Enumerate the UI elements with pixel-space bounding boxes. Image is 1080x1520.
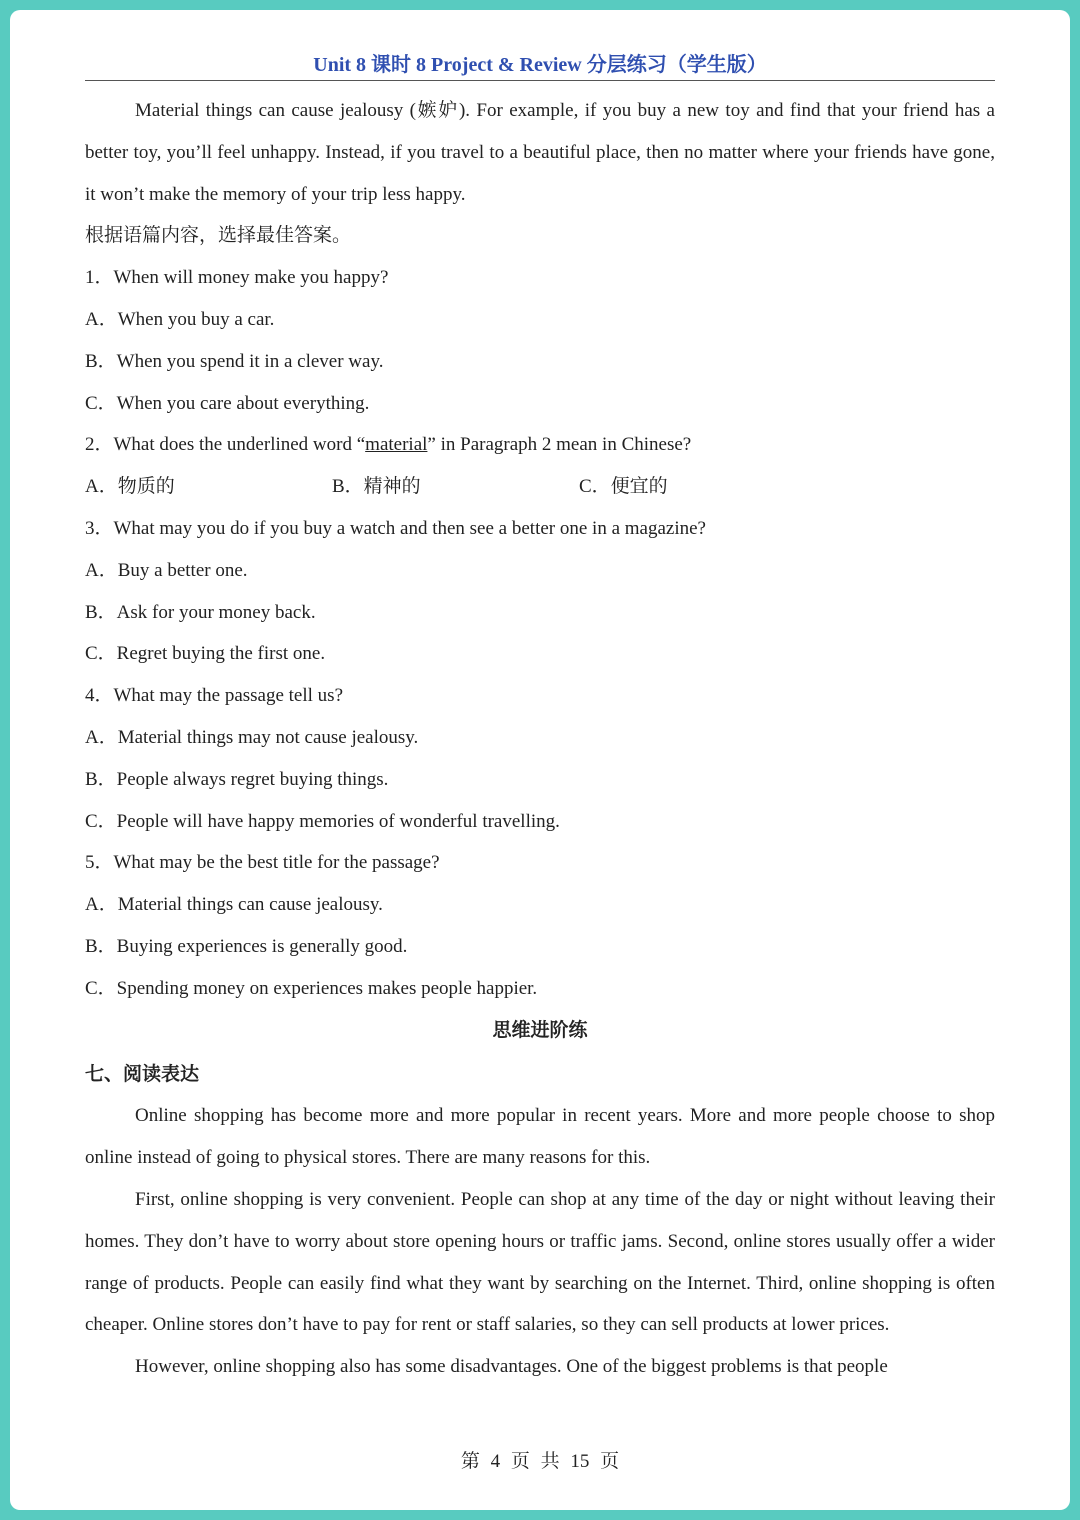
instruction-text: 根据语篇内容，选择最佳答案。 xyxy=(85,225,352,247)
page-number-footer: 第 4 页 共 15 页 xyxy=(460,1451,620,1472)
question-4-stem: 4．What may the passage tell us? xyxy=(85,685,344,707)
header-divider xyxy=(85,80,995,81)
question-5-stem: 5．What may be the best title for the passage? xyxy=(85,852,440,874)
section-title: 思维进阶练 xyxy=(492,1019,588,1041)
passage2-paragraph-1: Online shopping has become more and more popular in recent years. More and more people choose to shop online instead of going to physical stores. There are many reasons for this. xyxy=(85,1105,995,1169)
question-3-stem: 3．What may you do if you buy a watch and then see a better one in a magazine? xyxy=(85,517,706,539)
question-2-option-c: C．便宜的 xyxy=(579,476,668,498)
question-1-option-b: B．When you spend it in a clever way. xyxy=(85,350,384,372)
question-2-option-a: A．物质的 xyxy=(85,476,175,498)
page-header-title: Unit 8 课时 8 Project & Review 分层练习（学生版） xyxy=(313,54,767,76)
question-2-stem xyxy=(85,424,995,466)
question-2-options xyxy=(85,466,995,508)
question-5-option-b: B．Buying experiences is generally good. xyxy=(85,935,408,957)
question-4-option-b: B．People always regret buying things. xyxy=(85,768,389,790)
question-5-option-a: A．Material things can cause jealousy. xyxy=(85,894,383,916)
question-4-option-a: A．Material things may not cause jealousy. xyxy=(85,726,419,748)
question-1-stem: 1．When will money make you happy? xyxy=(85,267,389,289)
passage-paragraph: Material things can cause jealousy (嫉妒). For example, if you buy a new toy and find that your friend has a better toy, you’ll feel unhappy. Instead, if you travel to a beautiful place, then no matter where your friends have gone, it won’t make the memory of your trip less happy. xyxy=(85,100,995,205)
document-content xyxy=(85,90,995,1388)
question-3-option-a: A．Buy a better one. xyxy=(85,559,248,581)
question-2-stem-after: ” in Paragraph 2 mean in Chinese? xyxy=(427,434,692,456)
passage2-paragraph-3: However, online shopping also has some disadvantages. One of the biggest problems is that people xyxy=(135,1356,888,1378)
question-3-option-c: C．Regret buying the first one. xyxy=(85,643,326,665)
section-heading: 七、阅读表达 xyxy=(85,1064,200,1086)
question-1-option-c: C．When you care about everything. xyxy=(85,392,370,414)
underlined-word: material xyxy=(365,434,428,456)
passage2-paragraph-2: First, online shopping is very convenient. People can shop at any time of the day or night without leaving their homes. They don’t have to worry about store opening hours or traffic jams. Second, online stores usually offer a wider range of products. People can easily find what they want by searching on the Internet. Third, online shopping is often cheaper. Online stores don’t have to pay for rent or staff salaries, so they can sell products at lower prices. xyxy=(85,1188,995,1336)
question-5-option-c: C．Spending money on experiences makes people happier. xyxy=(85,977,538,999)
question-3-option-b: B．Ask for your money back. xyxy=(85,601,316,623)
question-1-option-a: A．When you buy a car. xyxy=(85,308,275,330)
question-2-option-b: B．精神的 xyxy=(332,476,421,498)
question-4-option-c: C．People will have happy memories of wonderful travelling. xyxy=(85,810,560,832)
document-page xyxy=(10,10,1070,1510)
question-2-stem-before: 2．What does the underlined word “ xyxy=(85,434,366,456)
